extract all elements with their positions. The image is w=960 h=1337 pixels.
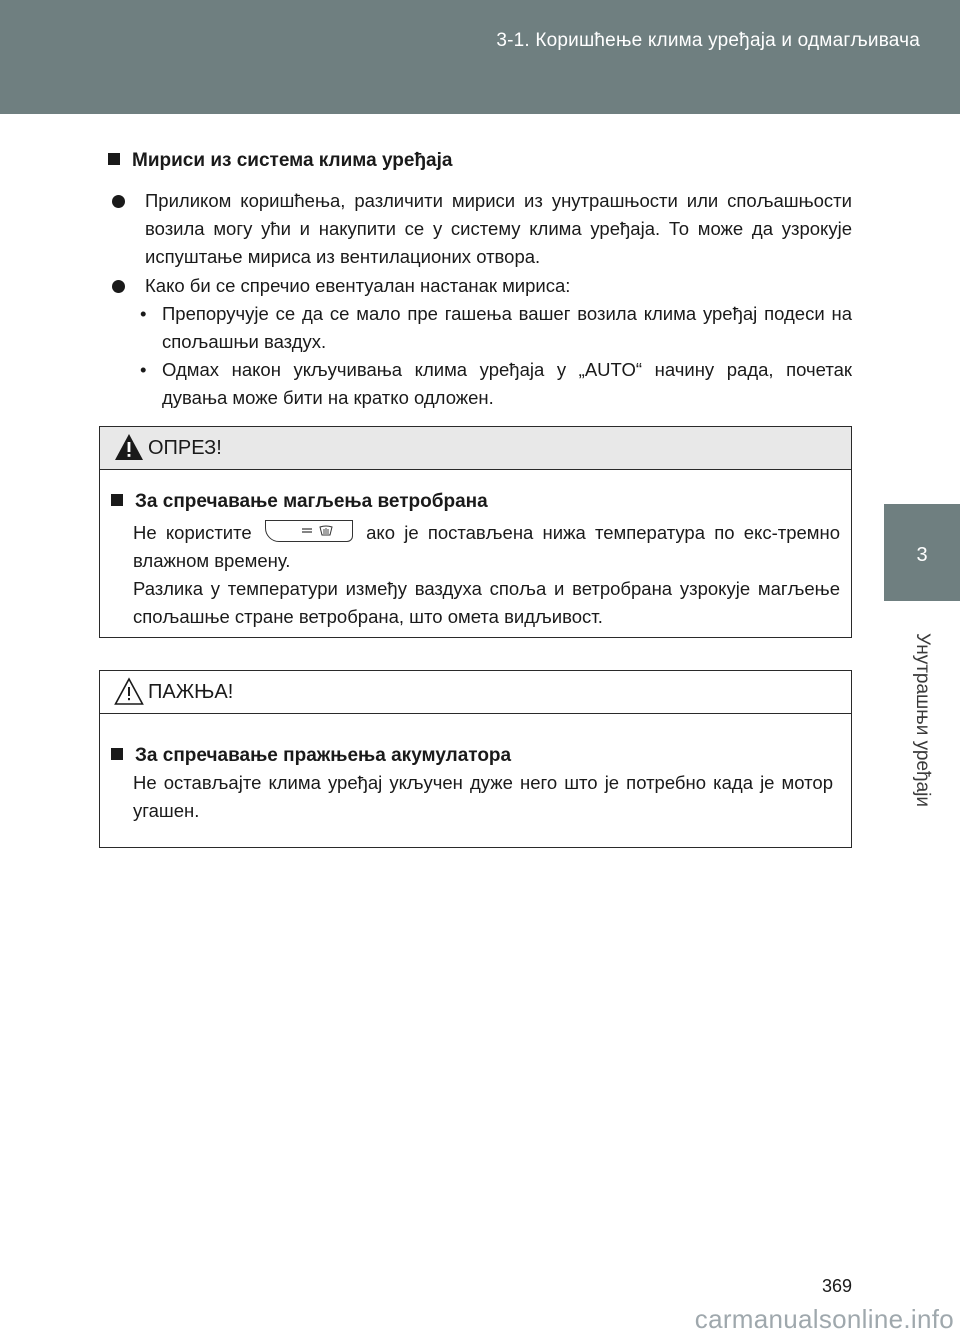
bullet-text: Приликом коришћења, различити мириси из унутрашњости или спољашњости возила могу ући и накупити се у систему клима уређаја. То може да узрокује испуштање мириса из вентилационих отвора. <box>145 190 852 267</box>
notice-subheading-text: За спречавање пражњења акумулатора <box>135 745 512 766</box>
sub-item-text: Одмах након укључивања клима уређаја у „AUTO“ начину рада, почетак дувања може бити на кратко одложен. <box>162 359 852 408</box>
notice-subheading <box>111 745 511 767</box>
section-heading-text: Мириси из система клима уређаја <box>132 150 453 171</box>
square-bullet-icon <box>111 748 123 760</box>
notice-box <box>99 670 852 848</box>
sub-list-item <box>140 356 852 412</box>
caution-box <box>99 426 852 638</box>
chapter-tab <box>884 504 960 601</box>
header-band <box>0 0 960 114</box>
sub-bullet-icon: • <box>140 359 147 380</box>
warning-triangle-outline-icon <box>114 677 144 705</box>
square-bullet-icon <box>111 494 123 506</box>
sub-item-text: Препоручује се да се мало пре гашења вашег возила клима уређај подеси на спољашњи ваздух. <box>162 303 852 352</box>
notice-label: ПАЖЊА! <box>148 681 234 703</box>
bullet-text: Како би се спречио евентуалан настанак мириса: <box>145 275 571 296</box>
round-bullet-icon <box>112 280 125 293</box>
sub-list-item <box>140 300 852 356</box>
bullet-item <box>112 272 852 300</box>
caution-box-header <box>100 427 851 470</box>
caution-para1-end: ако је постављена нижа температура по екс-тремно влажном времену. <box>133 522 841 571</box>
bullet-item <box>112 187 852 271</box>
square-bullet-icon <box>108 153 120 165</box>
caution-label: ОПРЕЗ! <box>148 437 222 459</box>
warning-triangle-icon <box>114 433 144 461</box>
page-number: 369 <box>822 1276 853 1296</box>
sub-bullet-icon: • <box>140 303 147 324</box>
header-title: 3-1. Коришћење клима уређаја и одмагљивача <box>496 30 920 51</box>
notice-box-header <box>100 671 851 714</box>
caution-subheading-text: За спречавање магљења ветробрана <box>135 491 488 512</box>
notice-paragraph: Не остављајте клима уређај укључен дуже него што је потребно када је мотор угашен. <box>133 772 833 821</box>
caution-paragraph-2: Разлика у температури између ваздуха споља и ветробрана узрокује магљење спољашње стране ветробрана, што омета видљивост. <box>133 578 840 627</box>
caution-paragraph-1 <box>133 519 840 575</box>
chapter-label-container <box>884 605 960 835</box>
chapter-number: 3 <box>916 544 928 566</box>
chapter-label: Унутрашњи уређаји <box>912 632 933 808</box>
round-bullet-icon <box>112 195 125 208</box>
section-heading <box>108 150 452 172</box>
watermark: carmanualsonline.info <box>694 1304 954 1334</box>
caution-subheading <box>111 491 488 513</box>
windshield-defogger-button-icon <box>265 520 353 542</box>
caution-para1-start: Не користите <box>133 522 252 543</box>
